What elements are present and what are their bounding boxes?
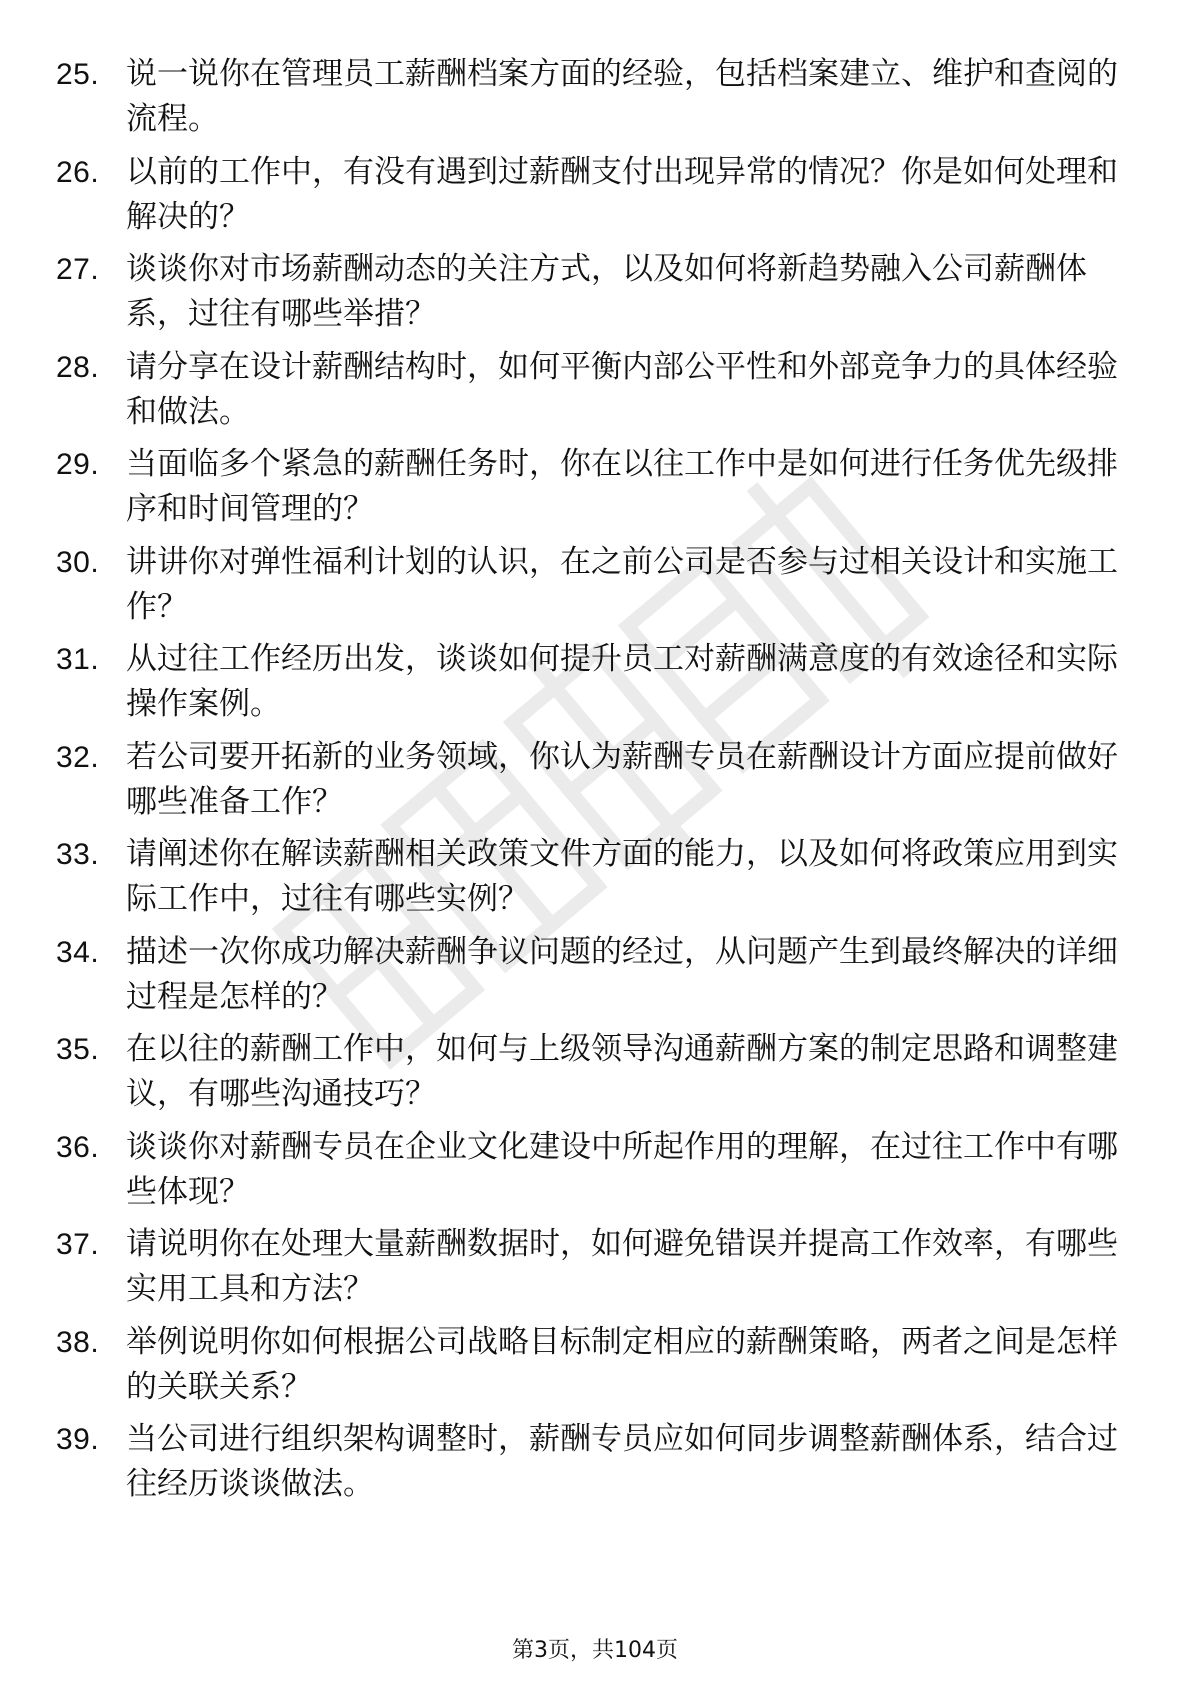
question-text: 从过往工作经历出发，谈谈如何提升员工对薪酬满意度的有效途径和实际操作案例。	[126, 641, 1118, 722]
question-text: 谈谈你对薪酬专员在企业文化建设中所起作用的理解，在过往工作中有哪些体现？	[126, 1128, 1118, 1210]
question-item	[0, 1125, 1190, 1223]
question-text: 当面临多个紧急的薪酬任务时，你在以往工作中是如何进行任务优先级排序和时间管理的？	[126, 446, 1118, 527]
question-text: 举例说明你如何根据公司战略目标制定相应的薪酬策略，两者之间是怎样的关联关系？	[126, 1323, 1118, 1405]
question-number: 26.	[56, 155, 100, 189]
question-text: 请阐述你在解读薪酬相关政策文件方面的能力，以及如何将政策应用到实际工作中，过往有哪些实例？	[126, 836, 1118, 917]
question-number: 35.	[56, 1033, 100, 1066]
question-text: 谈谈你对市场薪酬动态的关注方式，以及如何将新趋势融入公司薪酬体系，过往有哪些举措？	[126, 251, 1087, 332]
question-text: 请分享在设计薪酬结构时，如何平衡内部公平性和外部竞争力的具体经验和做法。	[126, 348, 1118, 430]
question-text: 描述一次你成功解决薪酬争议问题的经过，从问题产生到最终解决的详细过程是怎样的？	[126, 933, 1118, 1015]
question-text: 以前的工作中，有没有遇到过薪酬支付出现异常的情况？你是如何处理和解决的？	[126, 153, 1118, 235]
question-number: 31.	[56, 643, 100, 676]
question-item	[0, 540, 1190, 638]
question-item	[0, 1027, 1190, 1125]
question-number: 36.	[56, 1130, 100, 1164]
question-text: 当公司进行组织架构调整时，薪酬专员应如何同步调整薪酬体系，结合过往经历谈谈做法。	[126, 1421, 1118, 1502]
question-number: 39.	[56, 1423, 100, 1456]
question-item	[0, 1417, 1190, 1515]
question-item	[0, 1320, 1190, 1418]
question-item	[0, 1222, 1190, 1320]
question-number: 33.	[56, 838, 100, 871]
question-number: 38.	[56, 1325, 100, 1359]
question-item	[0, 832, 1190, 930]
question-text: 说一说你在管理员工薪酬档案方面的经验，包括档案建立、维护和查阅的流程。	[126, 56, 1118, 137]
question-text: 在以往的薪酬工作中，如何与上级领导沟通薪酬方案的制定思路和调整建议，有哪些沟通技巧？	[126, 1031, 1118, 1112]
question-number: 37.	[56, 1228, 100, 1261]
question-text: 若公司要开拓新的业务领域，你认为薪酬专员在薪酬设计方面应提前做好哪些准备工作？	[126, 738, 1118, 820]
question-item	[0, 52, 1190, 150]
question-item	[0, 930, 1190, 1028]
question-number: 32.	[56, 740, 100, 774]
question-item	[0, 345, 1190, 443]
question-number: 30.	[56, 545, 100, 579]
question-text: 讲讲你对弹性福利计划的认识，在之前公司是否参与过相关设计和实施工作？	[126, 543, 1118, 625]
question-item	[0, 150, 1190, 248]
question-text: 请说明你在处理大量薪酬数据时，如何避免错误并提高工作效率，有哪些实用工具和方法？	[126, 1226, 1118, 1307]
question-number: 34.	[56, 935, 100, 969]
question-item	[0, 442, 1190, 540]
question-item	[0, 735, 1190, 833]
question-number: 25.	[56, 58, 100, 91]
page-footer: 第3页，共104页	[512, 1638, 678, 1663]
question-number: 28.	[56, 350, 100, 384]
question-item	[0, 247, 1190, 345]
question-item	[0, 637, 1190, 735]
question-number: 27.	[56, 253, 100, 286]
question-number: 29.	[56, 448, 100, 481]
question-list	[0, 52, 1190, 1515]
